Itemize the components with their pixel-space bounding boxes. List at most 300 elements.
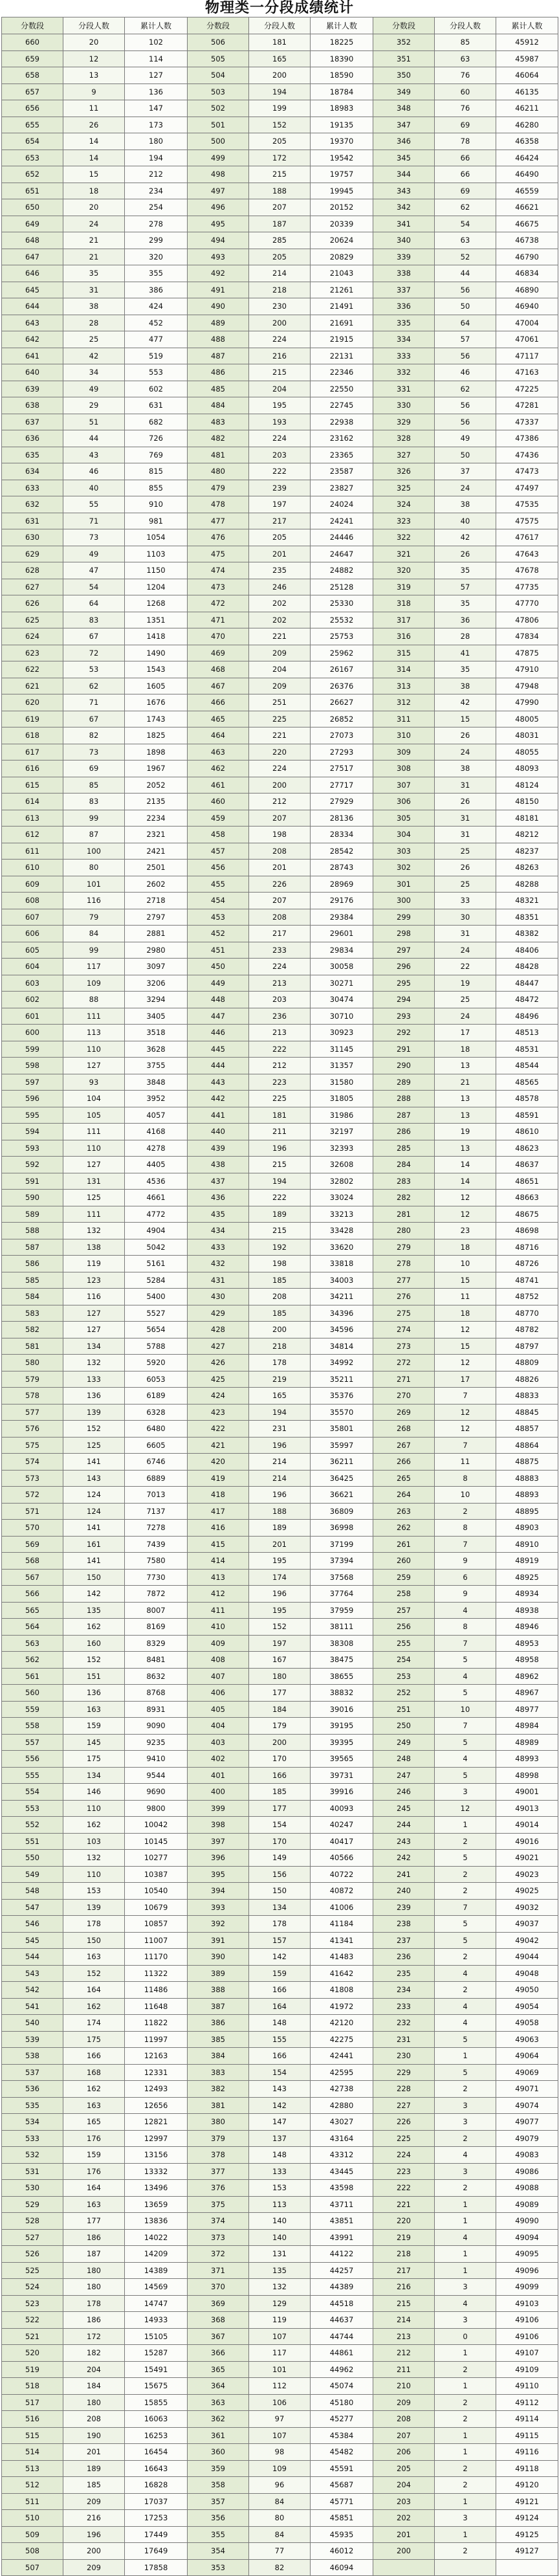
count-cell: 181	[249, 1107, 311, 1124]
table-row	[2, 1767, 558, 1784]
count-cell: 21	[63, 249, 125, 265]
cumulative-cell: 49120	[496, 2477, 558, 2494]
score-cell: 382	[188, 2081, 249, 2098]
count-cell: 178	[63, 1916, 125, 1933]
score-cell: 549	[2, 1866, 63, 1883]
cumulative-cell: 1103	[125, 546, 188, 562]
score-cell: 533	[2, 2130, 63, 2147]
count-cell: 38	[63, 298, 125, 315]
count-cell: 208	[249, 1289, 311, 1305]
cumulative-cell: 48637	[496, 1157, 558, 1173]
cumulative-cell: 27717	[311, 777, 373, 794]
cumulative-cell: 8481	[125, 1652, 188, 1669]
score-cell: 566	[2, 1586, 63, 1603]
cumulative-cell: 48864	[496, 1437, 558, 1454]
score-cell: 340	[373, 232, 435, 249]
count-cell: 203	[249, 992, 311, 1008]
cumulative-cell: 910	[125, 496, 188, 513]
score-cell: 266	[373, 1454, 435, 1471]
score-cell: 253	[373, 1668, 435, 1685]
cumulative-cell: 35376	[311, 1388, 373, 1405]
score-cell: 652	[2, 166, 63, 183]
count-cell: 189	[249, 1206, 311, 1223]
count-cell: 87	[63, 827, 125, 843]
count-cell: 214	[249, 265, 311, 282]
score-cell: 379	[188, 2130, 249, 2147]
count-cell: 11	[435, 1454, 496, 1471]
cumulative-cell: 30058	[311, 959, 373, 975]
count-cell: 2	[435, 1949, 496, 1966]
table-row	[2, 2229, 558, 2246]
cumulative-cell: 49071	[496, 2081, 558, 2098]
cumulative-cell: 41972	[311, 1998, 373, 2015]
cumulative-cell: 855	[125, 480, 188, 496]
cumulative-cell: 22938	[311, 414, 373, 430]
cumulative-cell: 102	[125, 34, 188, 51]
cumulative-cell: 42595	[311, 2064, 373, 2081]
score-cell: 523	[2, 2295, 63, 2312]
count-cell: 189	[63, 2460, 125, 2477]
score-cell: 283	[373, 1173, 435, 1190]
table-row	[2, 2411, 558, 2428]
cumulative-cell: 20829	[311, 249, 373, 265]
cumulative-cell: 2421	[125, 843, 188, 860]
count-cell: 141	[63, 1553, 125, 1570]
count-cell: 24	[435, 1008, 496, 1025]
cumulative-cell: 48544	[496, 1058, 558, 1074]
cumulative-cell: 39195	[311, 1718, 373, 1735]
score-cell: 368	[188, 2312, 249, 2329]
count-cell: 8	[435, 1470, 496, 1487]
count-cell: 25	[63, 331, 125, 348]
score-cell: 501	[188, 117, 249, 133]
cumulative-cell: 49014	[496, 1817, 558, 1834]
cumulative-cell: 682	[125, 414, 188, 430]
count-cell: 163	[63, 1949, 125, 1966]
cumulative-cell: 10042	[125, 1817, 188, 1834]
count-cell: 152	[249, 117, 311, 133]
count-cell: 5	[435, 1734, 496, 1751]
score-cell: 527	[2, 2229, 63, 2246]
cumulative-cell: 49115	[496, 2427, 558, 2444]
score-cell: 644	[2, 298, 63, 315]
cumulative-cell: 49044	[496, 1949, 558, 1966]
score-cell: 571	[2, 1503, 63, 1520]
cumulative-cell: 19542	[311, 150, 373, 166]
score-cell: 380	[188, 2114, 249, 2131]
score-cell: 337	[373, 282, 435, 298]
cumulative-cell: 48351	[496, 909, 558, 926]
cumulative-cell: 33024	[311, 1190, 373, 1206]
table-row	[2, 2081, 558, 2098]
count-cell: 26	[435, 794, 496, 810]
table-row	[2, 1833, 558, 1850]
cumulative-cell: 32802	[311, 1173, 373, 1190]
score-cell: 213	[373, 2328, 435, 2345]
cumulative-cell: 26376	[311, 678, 373, 694]
table-row	[2, 1058, 558, 1074]
count-cell: 179	[249, 1718, 311, 1735]
cumulative-cell: 43445	[311, 2163, 373, 2180]
count-cell: 1	[435, 2262, 496, 2279]
count-cell: 133	[63, 1371, 125, 1388]
count-cell: 13	[63, 67, 125, 84]
score-cell: 242	[373, 1850, 435, 1867]
score-cell: 254	[373, 1652, 435, 1669]
table-row	[2, 992, 558, 1008]
score-cell: 573	[2, 1470, 63, 1487]
count-cell: 12	[63, 50, 125, 67]
score-cell: 620	[2, 694, 63, 711]
count-cell: 215	[249, 364, 311, 381]
count-cell: 132	[63, 1223, 125, 1239]
count-cell: 204	[249, 661, 311, 678]
count-cell: 17	[435, 1025, 496, 1041]
count-cell: 224	[249, 430, 311, 447]
count-cell: 3	[435, 1784, 496, 1801]
cumulative-cell: 48845	[496, 1404, 558, 1421]
count-cell: 187	[63, 2246, 125, 2263]
table-row	[2, 232, 558, 249]
cumulative-cell: 16643	[125, 2460, 188, 2477]
score-cell: 381	[188, 2097, 249, 2114]
score-cell: 640	[2, 364, 63, 381]
count-cell: 3	[435, 2312, 496, 2329]
count-cell: 63	[435, 232, 496, 249]
cumulative-cell: 48181	[496, 810, 558, 827]
score-cell: 412	[188, 1586, 249, 1603]
cumulative-cell: 47990	[496, 694, 558, 711]
table-row	[2, 430, 558, 447]
cumulative-cell: 49127	[496, 2543, 558, 2560]
score-cell: 445	[188, 1041, 249, 1058]
score-cell: 364	[188, 2378, 249, 2395]
count-cell: 1	[435, 2526, 496, 2543]
table-row	[2, 2163, 558, 2180]
count-cell: 4	[435, 2295, 496, 2312]
score-cell: 614	[2, 794, 63, 810]
count-cell: 197	[249, 496, 311, 513]
cumulative-cell: 5920	[125, 1355, 188, 1371]
cumulative-cell: 14389	[125, 2262, 188, 2279]
cumulative-cell: 3405	[125, 1008, 188, 1025]
cumulative-cell: 46094	[311, 2559, 373, 2576]
cumulative-cell: 25330	[311, 595, 373, 612]
count-cell: 96	[249, 2477, 311, 2494]
count-cell: 165	[249, 1388, 311, 1405]
score-cell: 542	[2, 1982, 63, 1999]
count-cell: 12	[435, 1404, 496, 1421]
score-cell: 229	[373, 2064, 435, 2081]
count-cell: 56	[435, 397, 496, 414]
score-cell: 550	[2, 1850, 63, 1867]
table-row	[2, 645, 558, 661]
count-cell: 218	[249, 1338, 311, 1355]
cumulative-cell: 48513	[496, 1025, 558, 1041]
cumulative-cell: 40722	[311, 1866, 373, 1883]
table-row	[2, 2031, 558, 2048]
score-cell: 294	[373, 992, 435, 1008]
count-cell: 14	[435, 1173, 496, 1190]
score-cell: 219	[373, 2229, 435, 2246]
score-cell: 581	[2, 1338, 63, 1355]
header-score-3: 分数段	[373, 17, 435, 34]
score-cell: 252	[373, 1685, 435, 1702]
cumulative-cell: 1054	[125, 529, 188, 546]
table-row	[2, 1322, 558, 1338]
count-cell: 224	[249, 761, 311, 777]
count-cell: 117	[249, 2345, 311, 2362]
table-row	[2, 1965, 558, 1982]
table-row	[2, 2328, 558, 2345]
score-cell: 221	[373, 2196, 435, 2213]
count-cell: 22	[435, 959, 496, 975]
table-row	[2, 1619, 558, 1636]
score-cell: 284	[373, 1157, 435, 1173]
score-cell: 275	[373, 1305, 435, 1322]
score-cell: 322	[373, 529, 435, 546]
score-cell: 580	[2, 1355, 63, 1371]
score-cell: 459	[188, 810, 249, 827]
count-cell: 152	[63, 1652, 125, 1669]
count-cell: 62	[63, 678, 125, 694]
score-cell: 601	[2, 1008, 63, 1025]
cumulative-cell: 46280	[496, 117, 558, 133]
count-cell: 10	[435, 1256, 496, 1272]
count-cell: 163	[63, 2196, 125, 2213]
count-cell: 198	[249, 1256, 311, 1272]
count-cell: 146	[63, 1784, 125, 1801]
count-cell: 213	[249, 975, 311, 992]
count-cell: 4	[435, 2015, 496, 2032]
cumulative-cell: 34992	[311, 1355, 373, 1371]
score-cell: 372	[188, 2246, 249, 2263]
table-row	[2, 2526, 558, 2543]
count-cell: 142	[249, 1949, 311, 1966]
cumulative-cell: 47770	[496, 595, 558, 612]
score-cell: 442	[188, 1091, 249, 1107]
count-cell: 77	[249, 2543, 311, 2560]
count-cell: 99	[63, 942, 125, 959]
cumulative-cell: 4536	[125, 1173, 188, 1190]
cumulative-cell: 7278	[125, 1520, 188, 1537]
score-cell: 629	[2, 546, 63, 562]
table-row	[2, 496, 558, 513]
count-cell: 97	[249, 2411, 311, 2428]
table-row	[2, 1206, 558, 1223]
score-cell: 649	[2, 216, 63, 232]
cumulative-cell: 1351	[125, 612, 188, 628]
score-cell: 577	[2, 1404, 63, 1421]
cumulative-cell: 47806	[496, 612, 558, 628]
count-cell: 235	[249, 562, 311, 579]
count-cell: 31	[435, 926, 496, 942]
cumulative-cell: 49013	[496, 1800, 558, 1817]
count-cell: 113	[63, 1025, 125, 1041]
cumulative-cell: 19370	[311, 133, 373, 150]
cumulative-cell: 46012	[311, 2543, 373, 2560]
score-cell: 389	[188, 1965, 249, 1982]
cumulative-cell: 1268	[125, 595, 188, 612]
cumulative-cell: 3294	[125, 992, 188, 1008]
score-cell: 490	[188, 298, 249, 315]
count-cell: 200	[249, 1734, 311, 1751]
count-cell: 148	[249, 2015, 311, 2032]
table-row	[2, 1008, 558, 1025]
cumulative-cell: 48989	[496, 1734, 558, 1751]
score-cell: 262	[373, 1520, 435, 1537]
cumulative-cell: 49064	[496, 2048, 558, 2065]
score-cell: 408	[188, 1652, 249, 1669]
count-cell: 51	[63, 414, 125, 430]
score-cell: 404	[188, 1718, 249, 1735]
count-cell: 153	[63, 1883, 125, 1900]
cumulative-cell: 49099	[496, 2279, 558, 2296]
cumulative-cell: 49069	[496, 2064, 558, 2081]
count-cell: 111	[63, 1124, 125, 1140]
cumulative-cell: 769	[125, 447, 188, 463]
score-cell: 333	[373, 348, 435, 364]
count-cell: 125	[63, 1437, 125, 1454]
count-cell: 1	[435, 2246, 496, 2263]
table-row	[2, 1586, 558, 1603]
count-cell: 117	[63, 959, 125, 975]
table-row	[2, 1949, 558, 1966]
table-row	[2, 480, 558, 496]
score-cell: 269	[373, 1404, 435, 1421]
count-cell: 162	[63, 1998, 125, 2015]
cumulative-cell: 47281	[496, 397, 558, 414]
score-cell: 316	[373, 628, 435, 645]
cumulative-cell: 21915	[311, 331, 373, 348]
score-cell: 480	[188, 463, 249, 480]
count-cell: 5	[435, 1685, 496, 1702]
cumulative-cell: 41184	[311, 1916, 373, 1933]
cumulative-cell: 48946	[496, 1619, 558, 1636]
score-cell: 607	[2, 909, 63, 926]
score-cell: 564	[2, 1619, 63, 1636]
score-cell: 655	[2, 117, 63, 133]
count-cell: 1	[435, 2213, 496, 2230]
page-title: 物理类一分段成绩统计	[204, 0, 354, 16]
cumulative-cell: 48716	[496, 1239, 558, 1256]
count-cell: 76	[435, 67, 496, 84]
count-cell: 166	[249, 1982, 311, 1999]
score-cell: 433	[188, 1239, 249, 1256]
count-cell: 53	[63, 661, 125, 678]
table-row	[2, 1932, 558, 1949]
cumulative-cell: 127	[125, 67, 188, 84]
table-row	[2, 298, 558, 315]
score-cell: 503	[188, 83, 249, 100]
cumulative-cell: 15105	[125, 2328, 188, 2345]
score-cell: 323	[373, 513, 435, 529]
cumulative-cell: 48919	[496, 1553, 558, 1570]
cumulative-cell: 7872	[125, 1586, 188, 1603]
score-cell: 495	[188, 216, 249, 232]
score-cell: 424	[188, 1388, 249, 1405]
score-cell: 460	[188, 794, 249, 810]
score-cell: 207	[373, 2427, 435, 2444]
count-cell: 62	[435, 199, 496, 216]
count-cell: 135	[249, 2262, 311, 2279]
score-cell: 360	[188, 2444, 249, 2461]
cumulative-cell: 37394	[311, 1553, 373, 1570]
cumulative-cell: 36809	[311, 1503, 373, 1520]
cumulative-cell: 48893	[496, 1487, 558, 1504]
count-cell: 129	[249, 2295, 311, 2312]
cumulative-cell: 136	[125, 83, 188, 100]
count-cell: 31	[435, 810, 496, 827]
cumulative-cell: 47875	[496, 645, 558, 661]
cumulative-cell: 41808	[311, 1982, 373, 1999]
cumulative-cell: 6889	[125, 1470, 188, 1487]
count-cell: 2	[435, 1503, 496, 1520]
score-cell: 656	[2, 100, 63, 117]
count-cell: 56	[435, 348, 496, 364]
score-cell: 454	[188, 893, 249, 909]
count-cell: 1	[435, 2493, 496, 2510]
table-row	[2, 50, 558, 67]
score-cell: 273	[373, 1338, 435, 1355]
cumulative-cell: 234	[125, 183, 188, 199]
table-row	[2, 1553, 558, 1570]
cumulative-cell: 31145	[311, 1041, 373, 1058]
table-row	[2, 1421, 558, 1438]
cumulative-cell: 35997	[311, 1437, 373, 1454]
table-row	[2, 100, 558, 117]
count-cell: 145	[63, 1734, 125, 1751]
count-cell: 163	[63, 2097, 125, 2114]
cumulative-cell: 49109	[496, 2361, 558, 2378]
cumulative-cell: 320	[125, 249, 188, 265]
cumulative-cell: 29601	[311, 926, 373, 942]
cumulative-cell: 45912	[496, 34, 558, 51]
score-cell: 471	[188, 612, 249, 628]
count-cell: 167	[249, 1652, 311, 1669]
count-cell: 150	[63, 1932, 125, 1949]
score-cell: 255	[373, 1635, 435, 1652]
score-cell: 477	[188, 513, 249, 529]
score-cell: 456	[188, 860, 249, 876]
cumulative-cell: 47735	[496, 579, 558, 595]
score-cell: 260	[373, 1553, 435, 1570]
score-cell: 546	[2, 1916, 63, 1933]
score-cell: 440	[188, 1124, 249, 1140]
count-cell: 52	[435, 249, 496, 265]
table-row	[2, 546, 558, 562]
score-cell: 626	[2, 595, 63, 612]
score-cell: 244	[373, 1817, 435, 1834]
cumulative-cell: 48591	[496, 1107, 558, 1124]
count-cell: 7	[435, 1388, 496, 1405]
table-row	[2, 83, 558, 100]
cumulative-cell: 47117	[496, 348, 558, 364]
count-cell: 181	[249, 34, 311, 51]
table-row	[2, 1256, 558, 1272]
score-cell: 509	[2, 2526, 63, 2543]
cumulative-cell: 18225	[311, 34, 373, 51]
count-cell: 140	[249, 2229, 311, 2246]
cumulative-cell: 42738	[311, 2081, 373, 2098]
score-cell: 622	[2, 661, 63, 678]
cumulative-cell: 49083	[496, 2147, 558, 2164]
count-cell: 137	[249, 2130, 311, 2147]
cumulative-cell: 21491	[311, 298, 373, 315]
score-cell: 300	[373, 893, 435, 909]
cumulative-cell: 30923	[311, 1025, 373, 1041]
count-cell: 163	[63, 1701, 125, 1718]
